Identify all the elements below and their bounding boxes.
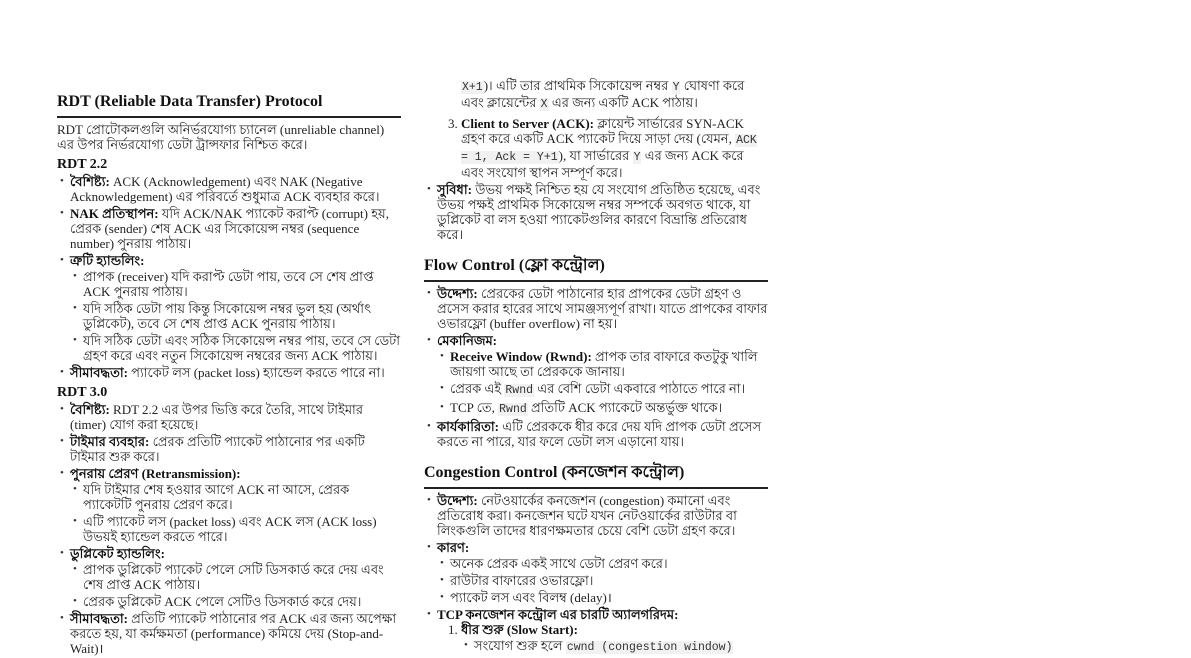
list-item: • প্রাপক (receiver) যদি করাপ্ট ডেটা পায়, তবে সে শেষ প্রাপ্ত ACK পুনরায় পাঠায়। [83, 269, 401, 299]
list-item: • কারণ: • অনেক প্রেরক একই সাথে ডেটা প্রেরণ করে। • রাউটার বাফারের ওভারফ্লো। • প্যাকেট লস এবং বিলম্ব (delay)। [437, 540, 768, 605]
flow-control-list [424, 286, 768, 449]
list-item: • যদি টাইমার শেষ হওয়ার আগে ACK না আসে, প্রেরক প্যাকেটটি পুনরায় প্রেরণ করে। [83, 482, 401, 512]
list-item: • উদ্দেশ্য: প্রেরকের ডেটা পাঠানোর হার প্রাপকের ডেটা গ্রহণ ও প্রসেস করার হারের সাথে সামঞ্জস্যপূর্ণ রাখা। যাতে প্রাপকের বাফার ওভারফ্লো (buffer overflow) না হয়। [437, 286, 768, 331]
rdt30-list [57, 402, 401, 656]
congestion-control-list [424, 493, 768, 655]
list-item: • এটি প্যাকেট লস (packet loss) এবং ACK লস (ACK loss) উভয়ই হ্যান্ডেল করতে পারে। [83, 514, 401, 544]
algorithm-list [437, 622, 768, 655]
sub-list [70, 269, 401, 363]
algorithm-item: 1. ধীর শুরু (Slow Start): • সংযোগ শুরু হলে cwnd (congestion window) [461, 622, 768, 655]
rdt22-list [57, 174, 401, 380]
list-item: • সীমাবদ্ধতা: প্রতিটি প্যাকেট পাঠানোর পর ACK এর জন্য অপেক্ষা করতে হয়, যা কর্মক্ষমতা (performance) কমিয়ে দেয় (Stop-and-Wait)। [70, 611, 401, 656]
sub-list [437, 349, 768, 417]
list-item: • মেকানিজম: • Receive Window (Rwnd): প্রাপক তার বাফারে কতটুকু খালি জায়গা আছে তা প্রেরককে জানায়। • প্রেরক এই Rwnd এর বেশি ডেটা একবারে পাঠাতে পারে না। • TCP তে, Rwnd প্রতিটি ACK প্যাকেটে অন্তর্ভুক্ত থাকে। [437, 333, 768, 417]
handshake-step-3: 3. Client to Server (ACK): ক্লায়েন্ট সার্ভারের SYN-ACK গ্রহণ করে একটি ACK প্যাকেট দিয়ে সাড়া দেয় (যেমন, ACK = 1, Ack = Y+1), যা সার্ভারের Y এর জন্য ACK করে এবং সংযোগ স্থাপন সম্পূর্ণ করে। [461, 116, 768, 180]
list-item: • টাইমার ব্যবহার: প্রেরক প্রতিটি প্যাকেট পাঠানোর পর একটি টাইমার শুরু করে। [70, 434, 401, 464]
list-item: • যদি সঠিক ডেটা এবং সঠিক সিকোয়েন্স নম্বর পায়, তবে সে ডেটা গ্রহণ করে এবং নতুন সিকোয়েন্স নম্বরের জন্য ACK পাঠায়। [83, 333, 401, 363]
list-item: • TCP তে, Rwnd প্রতিটি ACK প্যাকেটে অন্তর্ভুক্ত থাকে। [450, 400, 768, 417]
list-item: • যদি সঠিক ডেটা পায় কিন্তু সিকোয়েন্স নম্বর ভুল হয় (অর্থাৎ ডুপ্লিকেট), তবে সে শেষ প্রাপ্ত ACK পুনরায় পাঠায়। [83, 301, 401, 331]
sub-list [70, 482, 401, 544]
list-item: • সংযোগ শুরু হলে cwnd (congestion window) [474, 638, 768, 655]
section-title-flow-control: Flow Control (ফ্লো কন্ট্রোল) [424, 254, 768, 282]
list-item: • ত্রুটি হ্যান্ডলিং: • প্রাপক (receiver) যদি করাপ্ট ডেটা পায়, তবে সে শেষ প্রাপ্ত ACK পুনরায় পাঠায়। • যদি সঠিক ডেটা পায় কিন্তু সিকোয়েন্স নম্বর ভুল হয় (অর্থাৎ ডুপ্লিকেট), তবে সে শেষ প্রাপ্ত ACK পুনরায় পাঠায়। • যদি সঠিক ডেটা এবং সঠিক সিকোয়েন্স নম্বর পায়, তবে সে ডেটা গ্রহণ করে এবং নতুন সিকোয়েন্স নম্বরের জন্য ACK পাঠায়। [70, 253, 401, 363]
list-item: • সুবিধা: উভয় পক্ষই নিশ্চিত হয় যে সংযোগ প্রতিষ্ঠিত হয়েছে, এবং উভয় পক্ষই প্রাথমিক সিকোয়েন্স নম্বর সম্পর্কে অবগত থাকে, যা ডুপ্লিকেট বা লস হওয়া প্যাকেটগুলির কারণে বিভ্রান্তি প্রতিরোধ করে। [437, 182, 768, 242]
right-column [424, 78, 768, 657]
list-item: • সীমাবদ্ধতা: প্যাকেট লস (packet loss) হ্যান্ডেল করতে পারে না। [70, 365, 401, 380]
list-item: • NAK প্রতিস্থাপন: যদি ACK/NAK প্যাকেট করাপ্ট (corrupt) হয়, প্রেরক (sender) শেষ ACK এর সিকোয়েন্স নম্বর (sequence number) পুনরায় পাঠায়। [70, 206, 401, 251]
sub-list [70, 562, 401, 609]
list-item: • Receive Window (Rwnd): প্রাপক তার বাফারে কতটুকু খালি জায়গা আছে তা প্রেরককে জানায়। [450, 349, 768, 379]
list-item: • TCP কনজেশন কন্ট্রোল এর চারটি অ্যালগরিদম: 1. ধীর শুরু (Slow Start): • সংযোগ শুরু হলে cwnd (congestion window) [437, 607, 768, 655]
list-item: • রাউটার বাফারের ওভারফ্লো। [450, 573, 768, 588]
section-title-congestion-control: Congestion Control (কনজেশন কন্ট্রোল) [424, 461, 768, 489]
list-item: • প্রেরক ডুপ্লিকেট ACK পেলে সেটিও ডিসকার্ড করে দেয়। [83, 594, 401, 609]
list-item: • ডুপ্লিকেট হ্যান্ডলিং: • প্রাপক ডুপ্লিকেট প্যাকেট পেলে সেটি ডিসকার্ড করে দেয় এবং শেষ প্রাপ্ত ACK পাঠায়। • প্রেরক ডুপ্লিকেট ACK পেলে সেটিও ডিসকার্ড করে দেয়। [70, 546, 401, 609]
rdt-section [57, 90, 401, 658]
handshake-steps [424, 116, 768, 180]
list-item: • কার্যকারিতা: এটি প্রেরককে ধীর করে দেয় যদি প্রাপক ডেটা প্রসেস করতে না পারে, যার ফলে ডেটা লস এড়ানো যায়। [437, 419, 768, 449]
section-title-rdt: RDT (Reliable Data Transfer) Protocol [57, 90, 401, 118]
list-item: • অনেক প্রেরক একই সাথে ডেটা প্রেরণ করে। [450, 556, 768, 571]
sub-list [461, 638, 768, 655]
list-item: • বৈশিষ্ট্য: ACK (Acknowledgement) এবং NAK (Negative Acknowledgement) এর পরিবর্তে শুধুমাত্র ACK ব্যবহার করে। [70, 174, 401, 204]
handshake-step2-continued: X+1)। এটি তার প্রাথমিক সিকোয়েন্স নম্বর Y ঘোষণা করে এবং ক্লায়েন্টের X এর জন্য একটি ACK পাঠায়। [461, 78, 745, 111]
rdt-intro: RDT প্রোটোকলগুলি অনির্ভরযোগ্য চ্যানেল (unreliable channel) এর উপর নির্ভরযোগ্য ডেটা ট্রান্সফার নিশ্চিত করে। [57, 122, 385, 152]
heading-rdt22: RDT 2.2 [57, 157, 108, 172]
heading-rdt30: RDT 3.0 [57, 385, 108, 400]
list-item: • উদ্দেশ্য: নেটওয়ার্কের কনজেশন (congestion) কমানো এবং প্রতিরোধ করা। কনজেশন ঘটে যখন নেটওয়ার্কের রাউটার বা লিংকগুলি তাদের ধারণক্ষমতার চেয়ে বেশি ডেটা গ্রহণ করে। [437, 493, 768, 538]
list-item: • প্রাপক ডুপ্লিকেট প্যাকেট পেলে সেটি ডিসকার্ড করে দেয় এবং শেষ প্রাপ্ত ACK পাঠায়। [83, 562, 401, 592]
sub-list [437, 556, 768, 605]
list-item: • প্যাকেট লস এবং বিলম্ব (delay)। [450, 590, 768, 605]
list-item: • প্রেরক এই Rwnd এর বেশি ডেটা একবারে পাঠাতে পারে না। [450, 381, 768, 398]
handshake-advantage-list [424, 182, 768, 242]
list-item: • পুনরায় প্রেরণ (Retransmission): • যদি টাইমার শেষ হওয়ার আগে ACK না আসে, প্রেরক প্যাকেটটি পুনরায় প্রেরণ করে। • এটি প্যাকেট লস (packet loss) এবং ACK লস (ACK loss) উভয়ই হ্যান্ডেল করতে পারে। [70, 466, 401, 544]
list-item: • বৈশিষ্ট্য: RDT 2.2 এর উপর ভিত্তি করে তৈরি, সাথে টাইমার (timer) যোগ করা হয়েছে। [70, 402, 401, 432]
